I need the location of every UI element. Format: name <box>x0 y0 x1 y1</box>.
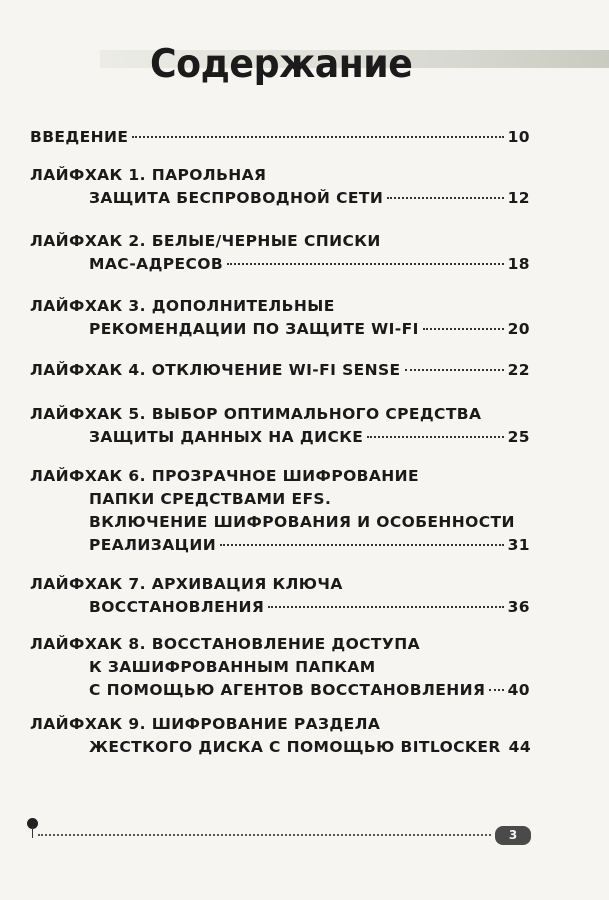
toc-entry-line <box>30 511 530 534</box>
toc-page-number: 25 <box>507 428 530 446</box>
toc-entry-line <box>30 713 530 736</box>
toc-entry-line <box>30 465 530 488</box>
toc-page-number: 40 <box>507 681 530 699</box>
leader-dots <box>132 136 503 138</box>
toc-entry-text: ЛАЙФХАК 1. ПАРОЛЬНАЯ <box>30 166 267 184</box>
toc-entry-line <box>30 403 530 426</box>
toc-entry <box>30 164 530 210</box>
toc-page-number: 31 <box>507 536 530 554</box>
toc-entry-text: MAC-АДРЕСОВ <box>89 255 224 273</box>
leader-dots <box>220 544 504 546</box>
toc-entry-text: ЛАЙФХАК 4. ОТКЛЮЧЕНИЕ WI-FI SENSE <box>30 361 401 379</box>
toc-entry-text: РЕКОМЕНДАЦИИ ПО ЗАЩИТЕ WI-FI <box>89 320 419 338</box>
toc-entry-text: ЛАЙФХАК 9. ШИФРОВАНИЕ РАЗДЕЛА <box>30 715 381 733</box>
toc-entry-text: ЖЕСТКОГО ДИСКА С ПОМОЩЬЮ BITLOCKER <box>89 738 501 756</box>
toc-entry-text: С ПОМОЩЬЮ АГЕНТОВ ВОССТАНОВЛЕНИЯ <box>89 681 486 699</box>
toc-entry <box>30 403 530 449</box>
toc-entry-line <box>30 230 530 253</box>
toc-page-number: 18 <box>507 255 530 273</box>
toc-entry-line <box>30 488 530 511</box>
toc-entry-line <box>30 359 530 382</box>
toc-entry-text: ПАПКИ СРЕДСТВАМИ EFS. <box>89 490 332 508</box>
toc-entry-line <box>30 656 530 679</box>
toc-entry-line <box>30 679 530 702</box>
toc-entry-line <box>30 318 530 341</box>
toc-entry-line <box>30 633 530 656</box>
toc-entry-line <box>30 426 530 449</box>
toc-entry <box>30 126 530 149</box>
toc-entry <box>30 465 530 557</box>
toc-entry-line <box>30 573 530 596</box>
toc-entry-text: РЕАЛИЗАЦИИ <box>89 536 217 554</box>
toc-entry-text: ЛАЙФХАК 8. ВОССТАНОВЛЕНИЕ ДОСТУПА <box>30 635 421 653</box>
toc-entry-text: ЛАЙФХАК 2. БЕЛЫЕ/ЧЕРНЫЕ СПИСКИ <box>30 232 381 250</box>
toc-entry-text: ЗАЩИТА БЕСПРОВОДНОЙ СЕТИ <box>89 189 384 207</box>
toc-entry <box>30 633 530 702</box>
leader-dots <box>387 197 503 199</box>
toc-page-number: 12 <box>507 189 530 207</box>
toc-entry <box>30 713 530 759</box>
leader-dots <box>489 689 503 691</box>
toc-entry-line <box>30 596 530 619</box>
toc-entry-text: ВКЛЮЧЕНИЕ ШИФРОВАНИЯ И ОСОБЕННОСТИ <box>89 513 515 531</box>
toc-page-number: 36 <box>507 598 530 616</box>
toc-entry-text: ЗАЩИТЫ ДАННЫХ НА ДИСКЕ <box>89 428 364 446</box>
toc-entry-line <box>30 736 530 759</box>
page-number-badge: 3 <box>495 826 531 845</box>
page-footer <box>26 818 531 848</box>
leader-dots <box>423 328 504 330</box>
toc-entry-text: К ЗАШИФРОВАННЫМ ПАПКАМ <box>89 658 376 676</box>
toc-page-number: 22 <box>507 361 530 379</box>
leader-dots <box>227 263 504 265</box>
toc-page-number: 10 <box>507 128 530 146</box>
toc-entry-text: ЛАЙФХАК 7. АРХИВАЦИЯ КЛЮЧА <box>30 575 343 593</box>
toc-entry <box>30 295 530 341</box>
toc-entry-text: ЛАЙФХАК 5. ВЫБОР ОПТИМАЛЬНОГО СРЕДСТВА <box>30 405 482 423</box>
toc-entry-text: ЛАЙФХАК 6. ПРОЗРАЧНОЕ ШИФРОВАНИЕ <box>30 467 420 485</box>
leader-dots <box>268 606 503 608</box>
toc-entry-line <box>30 534 530 557</box>
toc-entry <box>30 230 530 276</box>
toc-entry-line <box>30 187 530 210</box>
page-title: Содержание <box>150 42 413 87</box>
toc-entry-line <box>30 126 530 149</box>
toc-page-number: 44 <box>508 738 532 756</box>
bullet-stem <box>32 826 33 838</box>
toc-entry-line <box>30 295 530 318</box>
leader-dots <box>405 369 504 371</box>
toc-entry-text: ВОССТАНОВЛЕНИЯ <box>89 598 265 616</box>
toc-page-number: 20 <box>507 320 530 338</box>
toc-entry-line <box>30 164 530 187</box>
toc-entry-text: ВВЕДЕНИЕ <box>30 128 129 146</box>
toc-entry-text: ЛАЙФХАК 3. ДОПОЛНИТЕЛЬНЫЕ <box>30 297 335 315</box>
toc-entry <box>30 573 530 619</box>
toc-entry-line <box>30 253 530 276</box>
footer-dotted-rule <box>38 834 491 836</box>
toc-entry <box>30 359 530 382</box>
leader-dots <box>367 436 503 438</box>
